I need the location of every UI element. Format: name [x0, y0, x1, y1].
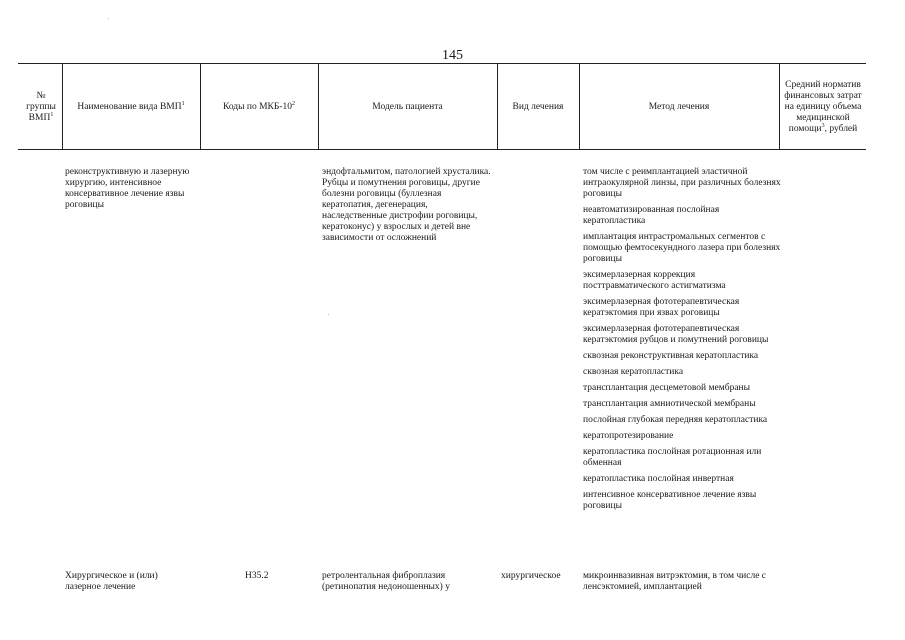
method-item: сквозная кератопластика: [583, 367, 684, 377]
method-item: эксимерлазерная фототерапевтическая кератэктомия при язвах роговицы: [583, 297, 740, 318]
method-item: неавтоматизированная послойная кератопластика: [583, 205, 720, 226]
method-item: послойная глубокая передняя кератопластика: [583, 415, 768, 425]
column-divider: [318, 63, 319, 150]
header-cost-norm: Средний норматив финансовых затрат на единицу объема медицинской помощи$^3$, рублей: [784, 79, 862, 134]
column-divider: [497, 63, 498, 150]
column-divider: [779, 63, 780, 150]
method-item: кератопластика послойная инвертная: [583, 474, 734, 484]
method-item: трансплантация амниотической мембраны: [583, 399, 756, 409]
row1-method-list: [583, 167, 783, 517]
method-item: имплантация интрастромальных сегментов с помощью фемтосекундного лазера при болезнях роговицы: [583, 232, 781, 264]
row2-patient-model: ретролентальная фиброплазия (ретинопатия недоношенных) у: [322, 571, 450, 592]
header-treatment-type: Вид лечения: [512, 101, 564, 112]
row1-patient-model: эндофтальмитом, патологией хрусталика. Рубцы и помутнения роговицы, другие болезни роговицы (буллезная кератопатия, дегенерация, наследственные дистрофии роговицы, кератоконус) у взрослых и детей вне зависимости от осложнений: [322, 167, 491, 243]
row2-icd-code: H35.2: [245, 571, 269, 581]
method-item: сквозная реконструктивная кератопластика: [583, 351, 759, 361]
page-number: 145: [442, 48, 463, 63]
method-item: трансплантация десцеметовой мембраны: [583, 383, 751, 393]
row2-method: микроинвазивная витрэктомия, в том числе с ленсэктомией, имплантацией: [583, 571, 766, 592]
column-divider: [200, 63, 201, 150]
header-patient-model: Модель пациента: [372, 101, 443, 112]
scan-speck: [328, 314, 329, 315]
row2-vmp-name: Хирургическое и (или) лазерное лечение: [65, 571, 158, 592]
header-group-no: № группы ВМП$^1$: [26, 90, 56, 123]
method-item: том числе с реимплантацией эластичной интраокулярной линзы, при различных болезнях роговицы: [583, 167, 781, 199]
method-item: эксимерлазерная коррекция посттравматического астигматизма: [583, 270, 726, 291]
column-divider: [62, 63, 63, 150]
method-item: кератопротезирование: [583, 431, 674, 441]
column-divider: [579, 63, 580, 150]
scan-speck: [108, 18, 109, 19]
method-item: кератопластика послойная ротационная или обменная: [583, 447, 762, 468]
header-treatment-method: Метод лечения: [648, 101, 710, 112]
header-icd-codes: Коды по МКБ-$10^2$: [222, 100, 296, 112]
method-item: интенсивное консервативное лечение язвы роговицы: [583, 490, 757, 511]
row2-treatment-type: хирургическое: [501, 571, 561, 581]
method-item: эксимерлазерная фототерапевтическая кератэктомия рубцов и помутнений роговицы: [583, 324, 769, 345]
header-vmp-name: Наименование вида ВМП$^1$: [77, 100, 185, 112]
row1-vmp-name: реконструктивную и лазерную хирургию, интенсивное консервативное лечение язвы роговицы: [65, 167, 190, 210]
